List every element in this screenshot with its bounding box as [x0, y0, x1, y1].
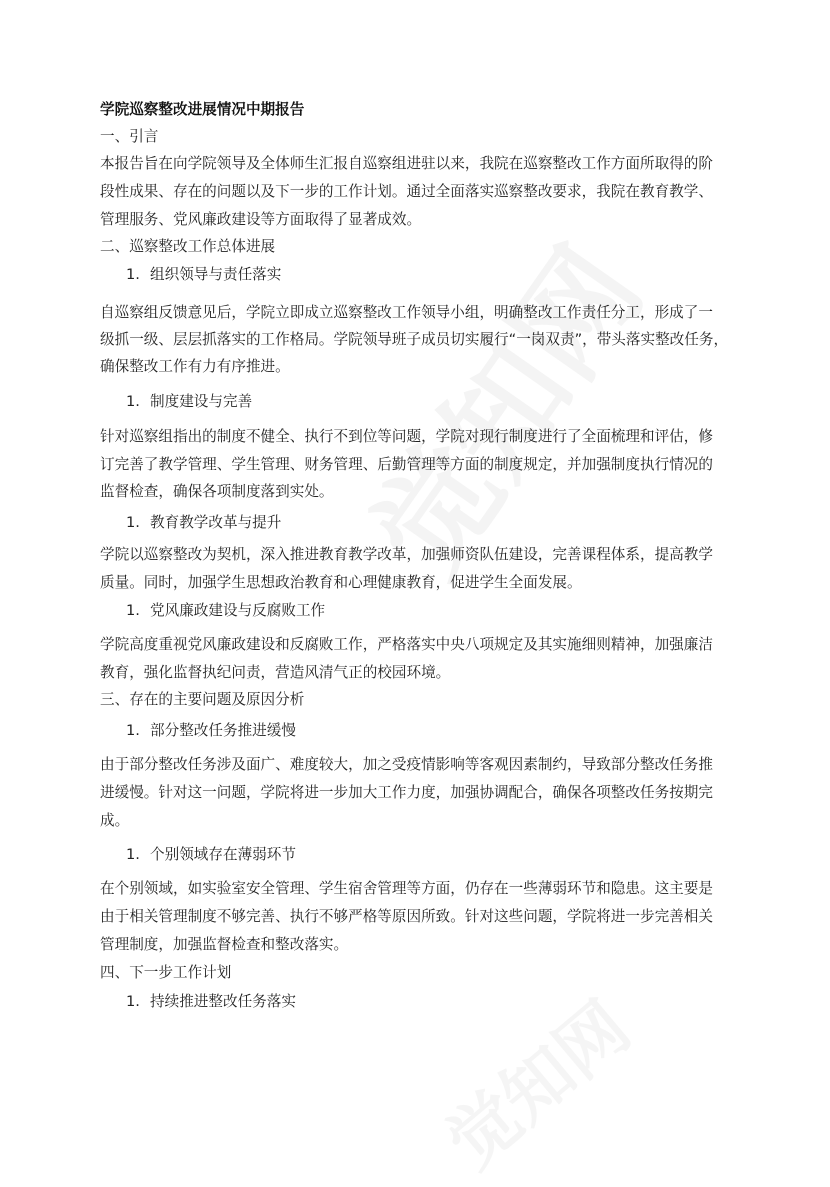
paragraph-line: 由于相关管理制度不够完善、执行不够严格等原因所致。针对这些问题，学院将进一步完善相关	[100, 908, 713, 925]
paragraph-line: 监督检查，确保各项制度落到实处。	[100, 483, 334, 500]
paragraph-line: 级抓一级、层层抓落实的工作格局。学院领导班子成员切实履行“一岗双责”，带头落实整改任务，	[100, 331, 729, 348]
paragraph-line: 自巡察组反馈意见后，学院立即成立巡察整改工作领导小组，明确整改工作责任分工，形成了一	[100, 304, 713, 321]
subheading-text: 教育教学改革与提升	[150, 514, 282, 531]
numbered-subheading	[126, 993, 296, 1011]
list-number: 1.	[126, 993, 140, 1010]
numbered-subheading	[126, 393, 252, 411]
list-number: 1.	[126, 514, 140, 531]
subheading-text: 持续推进整改任务落实	[150, 993, 296, 1010]
paragraph-line: 管理服务、党风廉政建设等方面取得了显著成效。	[100, 211, 422, 228]
document-title: 学院巡察整改进展情况中期报告	[100, 101, 305, 118]
section-heading: 二、巡察整改工作总体进展	[100, 238, 276, 255]
paragraph-line: 教育，强化监督执纪问责，营造风清气正的校园环境。	[100, 664, 451, 681]
numbered-subheading	[126, 722, 296, 740]
section-heading: 一、引言	[100, 128, 159, 145]
section-heading: 四、下一步工作计划	[100, 964, 232, 981]
numbered-subheading	[126, 266, 281, 284]
paragraph-line: 段性成果、存在的问题以及下一步的工作计划。通过全面落实巡察整改要求，我院在教育教学、	[100, 183, 713, 200]
subheading-text: 党风廉政建设与反腐败工作	[150, 602, 326, 619]
list-number: 1.	[126, 846, 140, 863]
paragraph-line: 本报告旨在向学院领导及全体师生汇报自巡察组进驻以来，我院在巡察整改工作方面所取得的阶	[100, 155, 713, 172]
paragraph-line: 在个别领域，如实验室安全管理、学生宿舍管理等方面，仍存在一些薄弱环节和隐患。这主要是	[100, 880, 713, 897]
watermark	[422, 974, 648, 1186]
subheading-text: 个别领域存在薄弱环节	[150, 846, 296, 863]
numbered-subheading	[126, 846, 296, 864]
paragraph-line: 质量。同时，加强学生思想政治教育和心理健康教育，促进学生全面发展。	[100, 574, 582, 591]
numbered-subheading	[126, 602, 325, 620]
paragraph-line: 成。	[100, 812, 130, 829]
list-number: 1.	[126, 722, 140, 739]
paragraph-line: 进缓慢。针对这一问题，学院将进一步加大工作力度，加强协调配合，确保各项整改任务按期完	[100, 784, 713, 801]
paragraph-line: 针对巡察组指出的制度不健全、执行不到位等问题，学院对现行制度进行了全面梳理和评估，修	[100, 428, 713, 445]
watermark	[326, 209, 673, 603]
numbered-subheading	[126, 514, 281, 532]
list-number: 1.	[126, 393, 140, 410]
paragraph-line: 由于部分整改任务涉及面广、难度较大，加之受疫情影响等客观因素制约，导致部分整改任务推	[100, 756, 713, 773]
subheading-text: 部分整改任务推进缓慢	[150, 722, 296, 739]
list-number: 1.	[126, 602, 140, 619]
list-number: 1.	[126, 266, 140, 283]
subheading-text: 组织领导与责任落实	[150, 266, 282, 283]
paragraph-line: 订完善了教学管理、学生管理、财务管理、后勤管理等方面的制度规定，并加强制度执行情况的	[100, 456, 713, 473]
paragraph-line: 管理制度，加强监督检查和整改落实。	[100, 936, 349, 953]
section-heading: 三、存在的主要问题及原因分析	[100, 691, 305, 708]
subheading-text: 制度建设与完善	[150, 393, 253, 410]
paragraph-line: 确保整改工作有力有序推进。	[100, 358, 290, 375]
paragraph-line: 学院高度重视党风廉政建设和反腐败工作，严格落实中央八项规定及其实施细则精神，加强廉洁	[100, 636, 713, 653]
paragraph-line: 学院以巡察整改为契机，深入推进教育教学改革，加强师资队伍建设，完善课程体系，提高教学	[100, 546, 713, 563]
